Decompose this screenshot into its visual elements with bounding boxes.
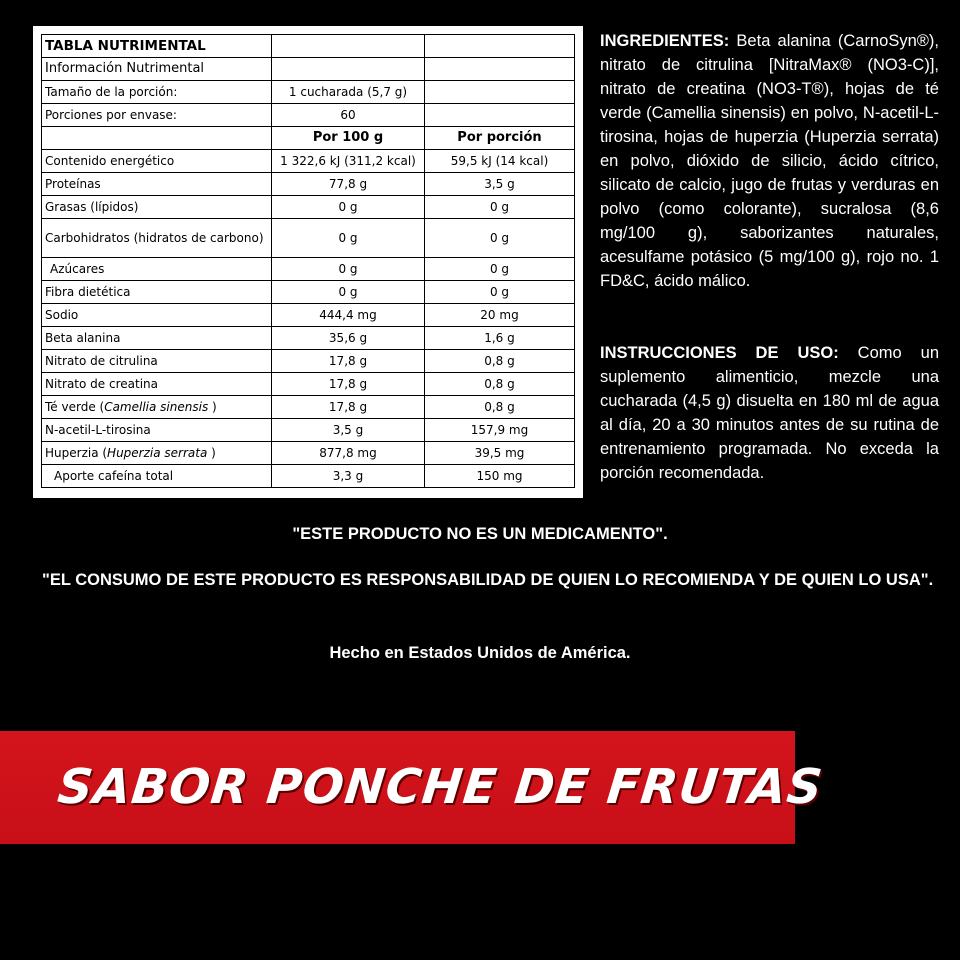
table-row bbox=[42, 281, 575, 304]
row-per100: 877,8 mg bbox=[272, 442, 425, 465]
ingredients-paragraph bbox=[600, 29, 939, 293]
flavor-banner-text: SABOR PONCHE DE FRUTAS bbox=[55, 759, 826, 815]
row-portion: 20 mg bbox=[425, 304, 575, 327]
origin-notice: Hecho en Estados Unidos de América. bbox=[329, 644, 631, 662]
row-label: Contenido energético bbox=[42, 150, 272, 173]
row-portion: 0 g bbox=[425, 196, 575, 219]
row-portion: 157,9 mg bbox=[425, 419, 575, 442]
row-label: Nitrato de creatina bbox=[42, 373, 272, 396]
row-label: N-acetil-L-tirosina bbox=[42, 419, 272, 442]
row-portion: 0 g bbox=[425, 258, 575, 281]
table-row bbox=[42, 373, 575, 396]
row-per100: 17,8 g bbox=[272, 396, 425, 419]
servings-value: 60 bbox=[272, 104, 425, 127]
row-label: Sodio bbox=[42, 304, 272, 327]
row-label: Carbohidratos (hidratos de carbono) bbox=[42, 219, 272, 258]
row-portion: 0 g bbox=[425, 281, 575, 304]
column-header-row bbox=[42, 127, 575, 150]
table-info: Información Nutrimental bbox=[42, 58, 272, 81]
instructions-paragraph bbox=[600, 341, 939, 485]
nutrition-table bbox=[41, 34, 575, 488]
row-label: Azúcares bbox=[42, 258, 272, 281]
instructions-text: Como un suplemento alimenticio, mezcle una cucharada (4,5 g) disuelta en 180 ml de agua al día, 20 a 30 minutos antes de su rutina de entrenamiento programada. No exceda la porción recomendada. bbox=[600, 344, 939, 482]
portion-value: 1 cucharada (5,7 g) bbox=[272, 81, 425, 104]
row-portion: 150 mg bbox=[425, 465, 575, 488]
table-row bbox=[42, 173, 575, 196]
row-per100: 17,8 g bbox=[272, 373, 425, 396]
table-row bbox=[42, 219, 575, 258]
not-medicine-notice: "ESTE PRODUCTO NO ES UN MEDICAMENTO". bbox=[292, 525, 668, 543]
row-per100: 0 g bbox=[272, 281, 425, 304]
table-row bbox=[42, 258, 575, 281]
row-label: Beta alanina bbox=[42, 327, 272, 350]
table-row bbox=[42, 327, 575, 350]
row-per100: 17,8 g bbox=[272, 350, 425, 373]
table-row bbox=[42, 196, 575, 219]
row-label: Nitrato de citrulina bbox=[42, 350, 272, 373]
row-per100: 444,4 mg bbox=[272, 304, 425, 327]
row-per100: 0 g bbox=[272, 219, 425, 258]
row-label: Té verde (Camellia sinensis ) bbox=[42, 396, 272, 419]
table-row bbox=[42, 442, 575, 465]
servings-label: Porciones por envase: bbox=[42, 104, 272, 127]
row-portion: 0 g bbox=[425, 219, 575, 258]
nutrition-table-panel bbox=[33, 26, 583, 498]
row-portion: 1,6 g bbox=[425, 327, 575, 350]
responsibility-notice: "EL CONSUMO DE ESTE PRODUCTO ES RESPONSABILIDAD DE QUIEN LO RECOMIENDA Y DE QUIEN LO USA". bbox=[42, 571, 934, 589]
table-row bbox=[42, 419, 575, 442]
row-per100: 3,5 g bbox=[272, 419, 425, 442]
row-per100: 1 322,6 kJ (311,2 kcal) bbox=[272, 150, 425, 173]
row-label: Huperzia (Huperzia serrata ) bbox=[42, 442, 272, 465]
row-per100: 77,8 g bbox=[272, 173, 425, 196]
row-label: Fibra dietética bbox=[42, 281, 272, 304]
table-title-row bbox=[42, 35, 575, 58]
row-per100: 0 g bbox=[272, 196, 425, 219]
row-per100: 35,6 g bbox=[272, 327, 425, 350]
row-per100: 3,3 g bbox=[272, 465, 425, 488]
ingredients-label: INGREDIENTES: bbox=[600, 32, 730, 50]
row-per100: 0 g bbox=[272, 258, 425, 281]
row-portion: 0,8 g bbox=[425, 396, 575, 419]
row-portion: 0,8 g bbox=[425, 350, 575, 373]
column-header-perportion: Por porción bbox=[425, 127, 575, 150]
row-label: Aporte cafeína total bbox=[42, 465, 272, 488]
servings-row bbox=[42, 104, 575, 127]
row-portion: 59,5 kJ (14 kcal) bbox=[425, 150, 575, 173]
row-portion: 0,8 g bbox=[425, 373, 575, 396]
table-row bbox=[42, 304, 575, 327]
row-portion: 39,5 mg bbox=[425, 442, 575, 465]
table-info-row bbox=[42, 58, 575, 81]
table-row bbox=[42, 396, 575, 419]
table-row bbox=[42, 150, 575, 173]
ingredients-text: Beta alanina (CarnoSyn®), nitrato de citrulina [NitraMax® (NO3-C)], nitrato de creatina (NO3-T®), hojas de té verde (Camellia sinensis) en polvo, N-acetil-L-tirosina, hojas de huperzia (Huperzia serrata) en polvo, dióxido de silicio, ácido cítrico, silicato de calcio, jugo de frutas y verduras en polvo (como colorante), sucralosa (8,6 mg/100 g), saborizantes naturales, acesulfame potásico (5 mg/100 g), rojo no. 1 FD&C, ácido málico. bbox=[600, 32, 939, 290]
table-title: TABLA NUTRIMENTAL bbox=[42, 35, 272, 58]
table-row bbox=[42, 350, 575, 373]
table-row bbox=[42, 465, 575, 488]
flavor-banner bbox=[0, 731, 826, 844]
portion-label: Tamaño de la porción: bbox=[42, 81, 272, 104]
column-header-per100: Por 100 g bbox=[272, 127, 425, 150]
row-portion: 3,5 g bbox=[425, 173, 575, 196]
portion-row bbox=[42, 81, 575, 104]
row-label: Grasas (lípidos) bbox=[42, 196, 272, 219]
instructions-label: INSTRUCCIONES DE USO: bbox=[600, 344, 839, 362]
row-label: Proteínas bbox=[42, 173, 272, 196]
